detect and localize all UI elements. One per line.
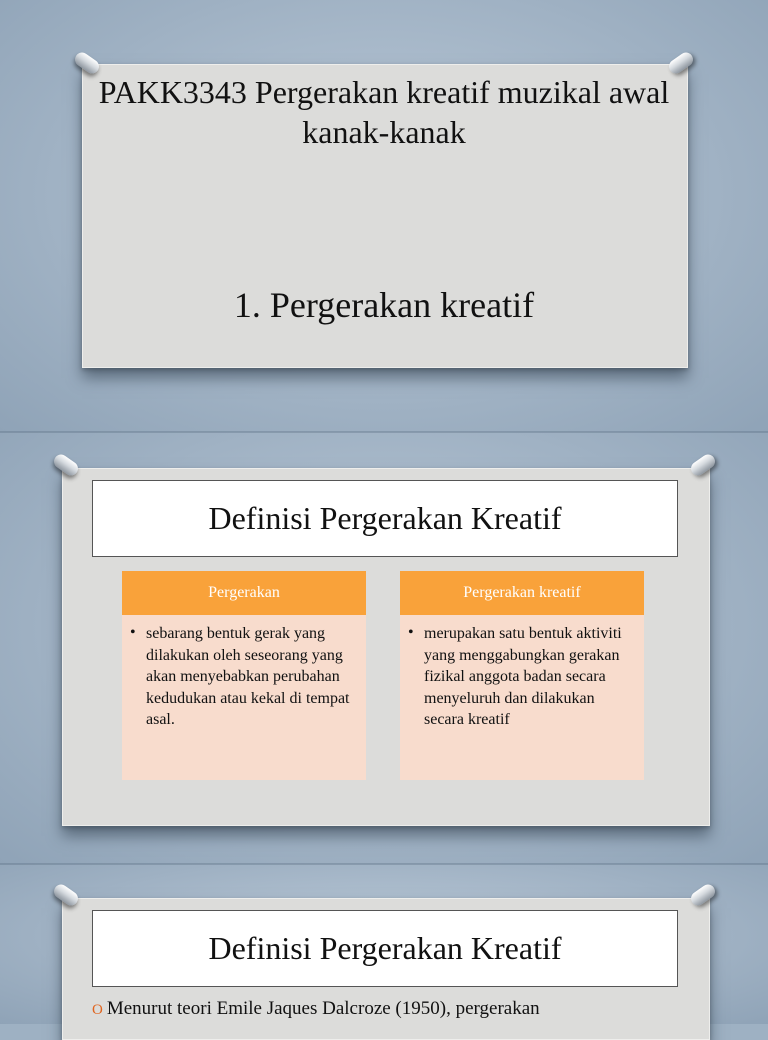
- column-header-pergerakan: Pergerakan: [122, 571, 366, 615]
- column-body-pergerakan-kreatif: [400, 615, 644, 780]
- slide-divider: [0, 863, 768, 865]
- column-text: merupakan satu bentuk aktiviti yang menggabungkan gerakan fizikal anggota badan secara menyeluruh dan dilakukan secara kreatif: [424, 625, 622, 728]
- slide-3-bullet-line: [92, 998, 732, 1020]
- slide-1-title: PAKK3343 Pergerakan kreatif muzikal awal kanak-kanak: [98, 74, 670, 150]
- column-text: sebarang bentuk gerak yang dilakukan oleh seseorang yang akan menyebabkan perubahan kedudukan atau kekal di tempat asal.: [146, 625, 350, 728]
- slide-1-subtitle: 1. Pergerakan kreatif: [233, 285, 535, 325]
- slide-3-title: Definisi Pergerakan Kreatif: [92, 910, 678, 987]
- bullet-icon: •: [130, 624, 136, 641]
- slide-2-title: Definisi Pergerakan Kreatif: [92, 480, 678, 557]
- bullet-circle-icon: O: [92, 1002, 103, 1018]
- column-body-pergerakan: [122, 615, 366, 780]
- bullet-icon: •: [408, 624, 414, 641]
- bullet-text: Menurut teori Emile Jaques Dalcroze (1950), pergerakan: [106, 998, 540, 1019]
- column-header-pergerakan-kreatif: Pergerakan kreatif: [400, 571, 644, 615]
- slide-divider: [0, 431, 768, 433]
